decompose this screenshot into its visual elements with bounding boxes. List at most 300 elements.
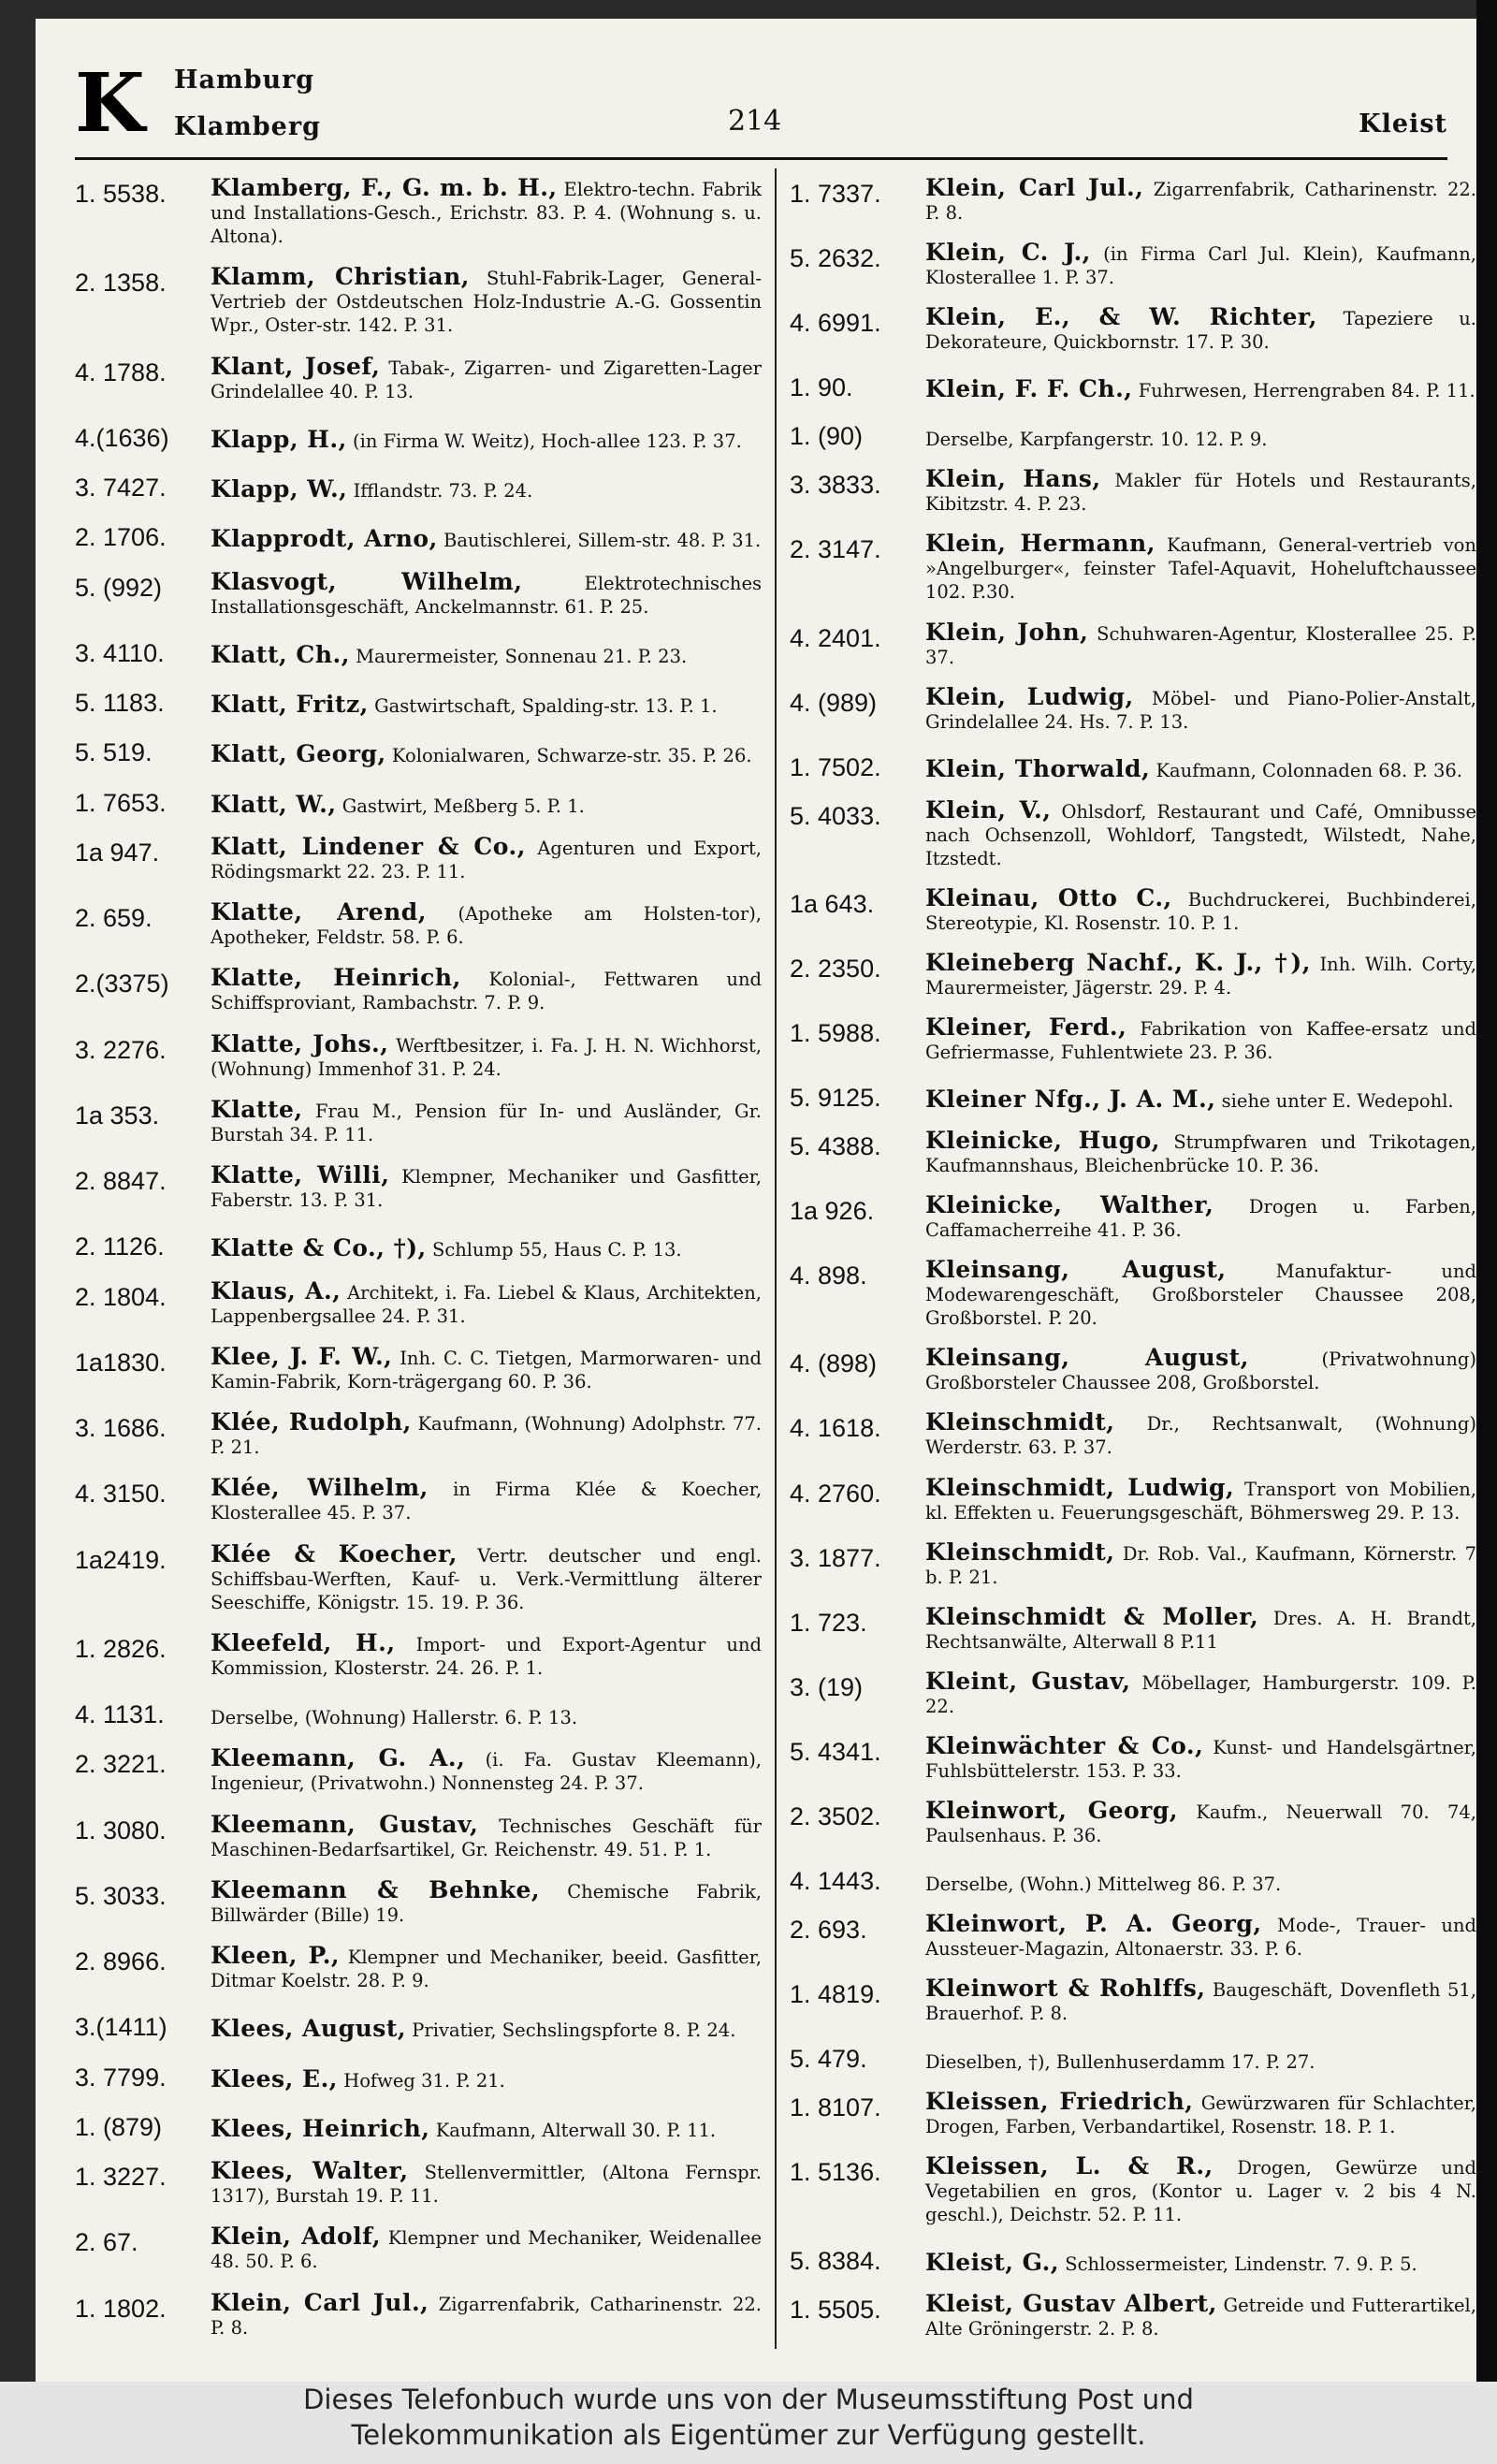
entry-body bbox=[211, 832, 763, 883]
directory-entry bbox=[790, 241, 1476, 289]
entry-details: Schlossermeister, Lindenstr. 7. 9. P. 5. bbox=[1065, 2253, 1417, 2275]
directory-entry bbox=[790, 620, 1476, 669]
entry-body bbox=[925, 305, 1476, 354]
directory-entry bbox=[75, 1476, 762, 1524]
entry-name: Klapp, H., bbox=[211, 425, 347, 453]
phone-number: 5. 4388. bbox=[790, 1132, 881, 1161]
entry-name: Klatt, Georg, bbox=[211, 740, 386, 768]
entry-body bbox=[211, 2060, 762, 2092]
phone-number: 2. 1706. bbox=[75, 523, 167, 552]
entry-body bbox=[925, 1080, 1476, 1113]
directory-entry bbox=[790, 2243, 1476, 2276]
entry-body bbox=[211, 1697, 762, 1729]
phone-number: 4. 1618. bbox=[790, 1414, 881, 1443]
entry-details: in Firma Klée & Koecher, Klosterallee 45. P. 37. bbox=[211, 1479, 763, 1524]
page-edge-shadow bbox=[1476, 0, 1497, 2382]
entry-name: Klatte, bbox=[211, 1095, 303, 1123]
phone-number: 2. 3502. bbox=[790, 1801, 881, 1830]
directory-entry bbox=[75, 567, 762, 619]
entry-name: Klatte, Willi, bbox=[211, 1161, 390, 1188]
entry-name: Klasvogt, Wilhelm, bbox=[211, 567, 523, 595]
phone-number: 4.(1636) bbox=[75, 423, 169, 452]
entry-details: Mode-, Trauer- und Aussteuer-Magazin, Altonaerstr. 33. P. 6. bbox=[925, 1915, 1476, 1961]
phone-number: 2. 1804. bbox=[75, 1282, 167, 1311]
entry-body bbox=[925, 241, 1476, 289]
entry-details: Drogen u. Farben, Caffamacherreihe 41. P. 36. bbox=[925, 1196, 1476, 1242]
entry-body bbox=[925, 620, 1476, 669]
header-rule bbox=[75, 157, 1447, 160]
directory-entry bbox=[790, 750, 1476, 782]
entry-details: Fabrikation von Kaffee-ersatz und Gefriermasse, Fuhlentwiete 23. P. 36. bbox=[925, 1018, 1476, 1064]
entry-details: Kaufmann, (Wohnung) Adolphstr. 77. P. 21. bbox=[211, 1413, 762, 1458]
footer-notice bbox=[0, 2382, 1497, 2464]
phone-number: 1. 5538. bbox=[75, 180, 167, 208]
entry-name: Klee, J. F. W., bbox=[211, 1342, 393, 1370]
entry-name: Kleinwort, Georg, bbox=[925, 1796, 1179, 1824]
left-column bbox=[75, 176, 762, 2356]
entry-name: Klatt, Lindener & Co., bbox=[211, 832, 526, 860]
entry-name: Klees, Walter, bbox=[211, 2157, 409, 2184]
phone-number: 4. (989) bbox=[790, 688, 878, 717]
section-letter: K bbox=[75, 56, 145, 151]
entry-body bbox=[211, 1229, 762, 1261]
entry-body bbox=[211, 567, 762, 619]
entry-body bbox=[925, 2289, 1476, 2340]
directory-entry bbox=[790, 1473, 1476, 1524]
entry-name: Kleemann, Gustav, bbox=[211, 1810, 479, 1838]
directory-entry bbox=[75, 1810, 762, 1861]
entry-name: Klein, Thorwald, bbox=[925, 754, 1151, 782]
phone-number: 2. 693. bbox=[790, 1916, 867, 1945]
entry-name: Klein, Carl Jul., bbox=[925, 174, 1144, 201]
entry-body bbox=[211, 1163, 762, 1212]
phone-number: 1a 643. bbox=[790, 889, 875, 918]
phone-number: 3. 1877. bbox=[790, 1543, 881, 1572]
directory-entry bbox=[75, 2109, 762, 2142]
phone-number: 1. 5136. bbox=[790, 2158, 881, 2187]
phone-number: 3. 2276. bbox=[75, 1035, 167, 1064]
entry-details: Technisches Geschäft für Maschinen-Bedarfsartikel, Gr. Reichenstr. 49. 51. P. 1. bbox=[211, 1815, 762, 1860]
entry-name: Klatt, Fritz, bbox=[211, 691, 369, 718]
directory-entry bbox=[790, 2041, 1476, 2074]
directory-entry bbox=[75, 1342, 762, 1393]
phone-number: 3. 4110. bbox=[75, 638, 165, 667]
entry-body bbox=[211, 1095, 762, 1146]
entry-body bbox=[211, 2224, 762, 2273]
directory-entry bbox=[75, 685, 762, 718]
page-number: 214 bbox=[728, 105, 782, 138]
phone-number: 4. 1131. bbox=[75, 1700, 165, 1728]
entry-body bbox=[211, 470, 762, 503]
entry-body bbox=[925, 1258, 1476, 1330]
phone-number: 2. 8966. bbox=[75, 1947, 167, 1976]
directory-entry bbox=[75, 470, 762, 503]
entry-details: Agenturen und Export, Rödingsmarkt 22. 23. P. 11. bbox=[211, 837, 763, 882]
directory-entry bbox=[75, 832, 763, 883]
header-first-entry: Klamberg bbox=[174, 112, 321, 141]
entry-name: Klatt, W., bbox=[211, 790, 337, 818]
entry-name: Klamberg, F., G. m. b. H., bbox=[211, 174, 558, 201]
phone-number: 4. 2401. bbox=[790, 623, 881, 652]
entry-name: Kleinschmidt, bbox=[925, 1538, 1115, 1566]
entry-name: Kleinwort, P. A. Georg, bbox=[925, 1910, 1262, 1938]
entry-details: Gastwirtschaft, Spalding-str. 13. P. 1. bbox=[374, 695, 718, 717]
entry-details: Schlump 55, Haus C. P. 13. bbox=[431, 1239, 682, 1261]
entry-details: Kaufmann, Alterwall 30. P. 11. bbox=[435, 2119, 717, 2141]
entry-details: Bautischlerei, Sillem-str. 48. P. 31. bbox=[443, 530, 762, 552]
entry-body bbox=[925, 1669, 1476, 1718]
entry-details: Werftbesitzer, i. Fa. J. H. N. Wichhorst, (Wohnung) Immenhof 31. P. 24. bbox=[211, 1034, 763, 1080]
entry-details: Makler für Hotels und Restaurants, Kibitzstr. 4. P. 23. bbox=[925, 470, 1476, 516]
entry-body bbox=[211, 1276, 762, 1328]
directory-entry bbox=[790, 2289, 1476, 2340]
phone-number: 4. 6991. bbox=[790, 309, 881, 338]
directory-entry bbox=[75, 1875, 762, 1927]
phone-number: 4. 1788. bbox=[75, 357, 167, 386]
phone-number: 3. 1686. bbox=[75, 1414, 167, 1442]
directory-entry bbox=[75, 519, 762, 552]
phone-number: 1a 926. bbox=[790, 1197, 875, 1226]
phone-number: 5. 8384. bbox=[790, 2246, 881, 2275]
directory-entry bbox=[75, 1163, 762, 1212]
phone-number: 5. 9125. bbox=[790, 1084, 881, 1113]
entry-body bbox=[925, 1410, 1476, 1459]
entry-body bbox=[211, 1410, 762, 1459]
entry-body bbox=[211, 1342, 762, 1393]
directory-entry bbox=[790, 1863, 1476, 1896]
entry-body bbox=[925, 1540, 1476, 1589]
phone-number: 2. 659. bbox=[75, 904, 153, 932]
directory-entry bbox=[790, 532, 1476, 604]
directory-entry bbox=[790, 1976, 1476, 2025]
entry-details: Stuhl-Fabrik-Lager, General-Vertrieb der Ostdeutschen Holz-Industrie A.-G. Gossentin Wpr., Oster-str. 142. P. 31. bbox=[211, 268, 762, 337]
entry-body bbox=[925, 682, 1476, 734]
phone-number: 5. 1183. bbox=[75, 689, 165, 717]
directory-entry bbox=[790, 467, 1476, 516]
entry-name: Kleinicke, Walther, bbox=[925, 1191, 1214, 1219]
entry-details: Möbel- und Piano-Polier-Anstalt, Grindelallee 24. Hs. 7. P. 13. bbox=[925, 687, 1476, 733]
entry-details: Klempner, Mechaniker und Gasfitter, Faberstr. 13. P. 31. bbox=[211, 1166, 762, 1211]
entry-name: Klees, Heinrich, bbox=[211, 2114, 430, 2142]
entry-body bbox=[925, 1976, 1476, 2025]
entry-details: Derselbe, (Wohn.) Mittelweg 86. P. 37. bbox=[925, 1874, 1282, 1896]
entry-body bbox=[925, 1912, 1476, 1961]
entry-details: Privatier, Sechslingspforte 8. P. 24. bbox=[412, 2019, 736, 2042]
right-column bbox=[790, 176, 1476, 2356]
entry-details: Drogen, Gewürze und Vegetabilien en gros, (Kontor u. Lager v. 2 bis 4 N. geschl.), Deichstr. 52. P. 11. bbox=[925, 2157, 1477, 2226]
phone-number: 5. 3033. bbox=[75, 1881, 167, 1910]
directory-entry bbox=[790, 1410, 1476, 1459]
entry-name: Klees, E., bbox=[211, 2064, 338, 2092]
entry-body bbox=[925, 1602, 1477, 1654]
phone-number: 4. (898) bbox=[790, 1349, 878, 1378]
entry-details: Stellenvermittler, (Altona Fernspr. 1317), Burstah 19. P. 11. bbox=[211, 2162, 762, 2207]
phone-number: 1. 7653. bbox=[75, 788, 167, 817]
entry-name: Kleemann, G. A., bbox=[211, 1744, 466, 1772]
entry-details: Gewürzwaren für Schlachter, Drogen, Farben, Verbandartikel, Rosenstr. 18. P. 1. bbox=[925, 2092, 1476, 2138]
entry-body bbox=[211, 685, 762, 718]
entry-details: (Apotheke am Holsten-tor), Apotheker, Feldstr. 58. P. 6. bbox=[211, 903, 762, 948]
entry-details: Gastwirt, Meßberg 5. P. 1. bbox=[342, 795, 585, 817]
entry-name: Kleinau, Otto C., bbox=[925, 883, 1172, 911]
directory-entry bbox=[790, 1258, 1476, 1330]
directory-entry bbox=[790, 418, 1476, 451]
directory-entry bbox=[790, 1129, 1476, 1177]
entry-name: Kleist, G., bbox=[925, 2248, 1060, 2276]
entry-name: Klein, F. F. Ch., bbox=[925, 375, 1133, 403]
phone-number: 1. 7502. bbox=[790, 752, 881, 781]
entry-body bbox=[211, 785, 762, 818]
phone-number: 3. 3833. bbox=[790, 471, 881, 500]
phone-number: 3. 7427. bbox=[75, 474, 167, 502]
directory-entry bbox=[790, 2090, 1476, 2138]
directory-entry bbox=[75, 176, 762, 248]
entry-name: Kleemann & Behnke, bbox=[211, 1875, 541, 1903]
phone-number: 1. (879) bbox=[75, 2112, 163, 2141]
entry-details: Kaufm., Neuerwall 70. 74, Paulsenhaus. P. 36. bbox=[925, 1801, 1476, 1846]
entry-name: Klaus, A., bbox=[211, 1276, 342, 1305]
directory-entry bbox=[790, 370, 1476, 402]
entry-name: Klein, John, bbox=[925, 618, 1089, 646]
entry-body bbox=[211, 1628, 762, 1680]
entry-name: Klein, Hans, bbox=[925, 465, 1101, 493]
entry-details: Inh. C. C. Tietgen, Marmorwaren- und Kamin-Fabrik, Korn-trägergang 60. P. 36. bbox=[211, 1347, 762, 1392]
directory-entry bbox=[790, 1912, 1476, 1961]
directory-entry bbox=[790, 948, 1476, 999]
entry-name: Klée, Wilhelm, bbox=[211, 1474, 429, 1502]
entry-body bbox=[925, 467, 1476, 516]
entry-body bbox=[925, 750, 1476, 782]
directory-page bbox=[36, 19, 1481, 2382]
entry-details: (in Firma W. Weitz), Hoch-allee 123. P. 37. bbox=[353, 430, 742, 452]
entry-body bbox=[925, 1015, 1476, 1064]
entry-details: Dieselben, †), Bullenhuserdamm 17. P. 27. bbox=[925, 2051, 1315, 2074]
entry-name: Kleinwächter & Co., bbox=[925, 1731, 1204, 1759]
entry-body bbox=[211, 635, 762, 668]
entry-name: Klapp, W., bbox=[211, 475, 348, 503]
entry-name: Kleinwort & Rohlffs, bbox=[925, 1975, 1206, 2003]
entry-name: Klapprodt, Arno, bbox=[211, 525, 438, 553]
entry-body bbox=[211, 2159, 762, 2208]
directory-entry bbox=[790, 795, 1476, 870]
entry-details: (Privatwohnung) Großborsteler Chaussee 208, Großborstel. bbox=[925, 1349, 1476, 1394]
entry-details: Kolonialwaren, Schwarze-str. 35. P. 26. bbox=[391, 745, 752, 767]
entry-name: Kleinicke, Hugo, bbox=[925, 1127, 1160, 1155]
phone-number: 1. 2826. bbox=[75, 1634, 167, 1663]
entry-details: Dres. A. H. Brandt, Rechtsanwälte, Alterwall 8 P.11 bbox=[925, 1607, 1477, 1653]
entry-body bbox=[211, 176, 762, 248]
phone-number: 1. 1802. bbox=[75, 2294, 167, 2323]
phone-number: 1. 8107. bbox=[790, 2093, 881, 2122]
directory-entry bbox=[75, 352, 762, 403]
directory-entry bbox=[790, 2154, 1476, 2226]
entry-details: Architekt, i. Fa. Liebel & Klaus, Architekten, Lappenbergsallee 24. P. 31. bbox=[211, 1281, 762, 1327]
entry-body bbox=[211, 1746, 762, 1795]
phone-number: 2. 8847. bbox=[75, 1167, 167, 1195]
entry-name: Kleinschmidt, bbox=[925, 1408, 1115, 1436]
entry-body bbox=[211, 2288, 762, 2340]
directory-entry bbox=[75, 265, 762, 337]
entry-details: Transport von Mobilien, kl. Effekten u. Feuerungsgeschäft, Böhmersweg 29. P. 13. bbox=[925, 1478, 1476, 1524]
entry-name: Klein, C. J., bbox=[925, 239, 1091, 267]
footer-line-2: Telekommunikation als Eigentümer zur Verfügung gestellt. bbox=[351, 2419, 1146, 2451]
directory-entry bbox=[790, 682, 1476, 734]
entry-body bbox=[925, 1731, 1477, 1783]
phone-number: 1a 353. bbox=[75, 1101, 160, 1130]
directory-entry bbox=[790, 305, 1476, 354]
entry-body bbox=[211, 1029, 763, 1081]
entry-body bbox=[211, 1539, 762, 1614]
phone-number: 1. 4819. bbox=[790, 1980, 881, 2009]
entry-details: Tabak-, Zigarren- und Zigaretten-Lager Grindelallee 40. P. 13. bbox=[211, 357, 762, 402]
entry-details: Zigarrenfabrik, Catharinenstr. 22. P. 8. bbox=[211, 2293, 762, 2339]
entry-body bbox=[925, 1193, 1476, 1242]
entry-body bbox=[925, 2090, 1476, 2138]
directory-entry bbox=[75, 966, 762, 1014]
entry-body bbox=[925, 1129, 1476, 1177]
entry-details: Strumpfwaren und Trikotagen, Kaufmannshaus, Bleichenbrücke 10. P. 36. bbox=[925, 1131, 1476, 1177]
entry-details: Inh. Wilh. Corty, Maurermeister, Jägerstr. 29. P. 4. bbox=[925, 953, 1476, 999]
entry-body bbox=[925, 2041, 1476, 2074]
entry-name: Kleint, Gustav, bbox=[925, 1667, 1131, 1695]
directory-entry bbox=[75, 1095, 762, 1146]
phone-number: 5. 479. bbox=[790, 2045, 867, 2074]
entry-name: Kleineberg Nachf., K. J., †), bbox=[925, 948, 1311, 976]
phone-number: 1. 723. bbox=[790, 1608, 867, 1637]
entry-name: Kleinsang, August, bbox=[925, 1344, 1249, 1372]
entry-details: Kolonial-, Fettwaren und Schiffsproviant, Rambachstr. 7. P. 9. bbox=[211, 969, 762, 1014]
directory-entry bbox=[790, 1540, 1476, 1589]
entry-details: Derselbe, Karpfangerstr. 10. 12. P. 9. bbox=[925, 429, 1268, 451]
entry-name: Kleen, P., bbox=[211, 1942, 341, 1969]
entry-name: Klamm, Christian, bbox=[211, 263, 470, 291]
entry-name: Kleissen, L. & R., bbox=[925, 2152, 1214, 2180]
entry-body bbox=[211, 1875, 762, 1927]
phone-number: 1a 947. bbox=[75, 838, 160, 867]
entry-details: Frau M., Pension für In- und Ausländer, Gr. Burstah 34. P. 11. bbox=[211, 1100, 762, 1145]
directory-entry bbox=[75, 2224, 762, 2273]
entry-name: Kleinschmidt & Moller, bbox=[925, 1602, 1259, 1630]
entry-details: Import- und Export-Agentur und Kommission, Klosterstr. 24. 26. P. 1. bbox=[211, 1633, 762, 1679]
entry-name: Klein, Carl Jul., bbox=[211, 2288, 429, 2316]
entry-details: (i. Fa. Gustav Kleemann), Ingenieur, (Privatwohn.) Nonnensteg 24. P. 37. bbox=[211, 1749, 763, 1795]
directory-entry bbox=[75, 900, 762, 949]
phone-number: 2. 1126. bbox=[75, 1232, 165, 1261]
entry-body bbox=[925, 1796, 1476, 1847]
directory-entry bbox=[75, 1746, 762, 1795]
entry-body bbox=[925, 418, 1476, 451]
directory-entry bbox=[790, 1346, 1476, 1394]
directory-entry bbox=[75, 1628, 762, 1680]
directory-entry bbox=[790, 1731, 1477, 1783]
entry-body bbox=[925, 1346, 1476, 1394]
directory-entry bbox=[75, 420, 762, 453]
entry-name: Klant, Josef, bbox=[211, 352, 381, 380]
entry-name: Klatte, Arend, bbox=[211, 898, 427, 926]
phone-number: 1. 7337. bbox=[790, 180, 881, 208]
entry-details: Dr., Rechtsanwalt, (Wohnung) Werderstr. 63. P. 37. bbox=[925, 1413, 1476, 1459]
phone-number: 3. (19) bbox=[790, 1672, 864, 1701]
phone-number: 2.(3375) bbox=[75, 970, 169, 999]
phone-number: 5. 4341. bbox=[790, 1737, 881, 1766]
entry-details: Klempner und Mechaniker, Weidenallee 48. 50. P. 6. bbox=[211, 2227, 762, 2273]
phone-number: 3.(1411) bbox=[75, 2013, 167, 2042]
entry-body bbox=[925, 370, 1476, 402]
entry-body bbox=[211, 2009, 762, 2042]
footer-line-1: Dieses Telefonbuch wurde uns von der Museumsstiftung Post und bbox=[303, 2384, 1194, 2415]
directory-entry bbox=[790, 1080, 1476, 1113]
entry-details: Zigarrenfabrik, Catharinenstr. 22. P. 8. bbox=[925, 179, 1476, 224]
entry-details: Klempner und Mechaniker, beeid. Gasfitter, Ditmar Koelstr. 28. P. 9. bbox=[211, 1946, 762, 1991]
directory-entry bbox=[75, 1229, 762, 1261]
entry-name: Klatte, Heinrich, bbox=[211, 964, 461, 992]
entry-details: Baugeschäft, Dovenfleth 51, Brauerhof. P. 8. bbox=[925, 1979, 1476, 2025]
entry-body bbox=[211, 265, 762, 337]
directory-entry bbox=[790, 1796, 1476, 1847]
entry-body bbox=[211, 735, 762, 767]
entry-body bbox=[925, 2243, 1476, 2276]
entry-name: Kleefeld, H., bbox=[211, 1628, 396, 1656]
phone-number: 1. (90) bbox=[790, 422, 864, 451]
entry-details: Möbellager, Hamburgerstr. 109. P. 22. bbox=[925, 1671, 1476, 1717]
entry-name: Kleissen, Friedrich, bbox=[925, 2088, 1194, 2116]
phone-number: 1a2419. bbox=[75, 1545, 167, 1574]
entry-details: Elektrotechnisches Installationsgeschäft, Anckelmannstr. 61. P. 25. bbox=[211, 572, 762, 618]
entry-details: Manufaktur- und Modewarengeschäft, Großborsteler Chaussee 208, Großborstel. P. 20. bbox=[925, 1261, 1476, 1330]
entry-details: Elektro-techn. Fabrik und Installations-Gesch., Erichstr. 83. P. 4. (Wohnung s. u. Altona). bbox=[211, 179, 762, 247]
directory-entry bbox=[75, 2288, 762, 2340]
phone-number: 1. 90. bbox=[790, 373, 853, 402]
entry-name: Klatte & Co., †), bbox=[211, 1234, 427, 1262]
entry-body bbox=[925, 176, 1476, 225]
phone-number: 5. 2632. bbox=[790, 244, 881, 273]
entry-name: Kleist, Gustav Albert, bbox=[925, 2289, 1217, 2317]
entry-name: Klatt, Ch., bbox=[211, 640, 350, 668]
entry-details: Hofweg 31. P. 21. bbox=[343, 2069, 505, 2092]
phone-number: 4. 2760. bbox=[790, 1479, 881, 1508]
directory-entry bbox=[790, 1602, 1477, 1654]
entry-details: Derselbe, (Wohnung) Hallerstr. 6. P. 13. bbox=[211, 1707, 578, 1728]
entry-name: Klée, Rudolph, bbox=[211, 1408, 412, 1436]
entry-name: Klein, E., & W. Richter, bbox=[925, 303, 1317, 331]
entry-name: Klein, Hermann, bbox=[925, 530, 1155, 558]
entry-body bbox=[925, 795, 1476, 870]
phone-number: 2. 1358. bbox=[75, 269, 167, 298]
directory-entry bbox=[790, 176, 1476, 225]
directory-entry bbox=[75, 1539, 762, 1614]
entry-name: Klein, Ludwig, bbox=[925, 682, 1134, 710]
entry-details: Vertr. deutscher und engl. Schiffsbau-Werften, Kauf- u. Verk.-Vermittlung älterer Seeschiffe, Königstr. 15. 19. P. 36. bbox=[211, 1544, 762, 1613]
phone-number: 5. 519. bbox=[75, 738, 153, 767]
phone-number: 2. 2350. bbox=[790, 954, 881, 983]
directory-entry bbox=[790, 883, 1476, 935]
directory-entry bbox=[75, 1410, 762, 1459]
entry-body bbox=[211, 1476, 762, 1524]
entry-details: Chemische Fabrik, Billwärder (Bille) 19. bbox=[211, 1880, 762, 1926]
directory-entry bbox=[75, 2009, 762, 2042]
entry-body bbox=[925, 883, 1476, 935]
directory-entry bbox=[75, 785, 762, 818]
entry-details: Buchdruckerei, Buchbinderei, Stereotypie, Kl. Rosenstr. 10. P. 1. bbox=[925, 888, 1476, 934]
directory-entry bbox=[790, 1193, 1476, 1242]
phone-number: 2. 67. bbox=[75, 2228, 138, 2257]
directory-entry bbox=[75, 1697, 762, 1729]
directory-entry bbox=[75, 2060, 762, 2092]
phone-number: 5. 4033. bbox=[790, 801, 881, 830]
entry-body bbox=[925, 532, 1476, 604]
entry-details: siehe unter E. Wedepohl. bbox=[1221, 1090, 1454, 1113]
entry-details: Getreide und Futterartikel, Alte Gröningerstr. 2. P. 8. bbox=[925, 2294, 1476, 2340]
